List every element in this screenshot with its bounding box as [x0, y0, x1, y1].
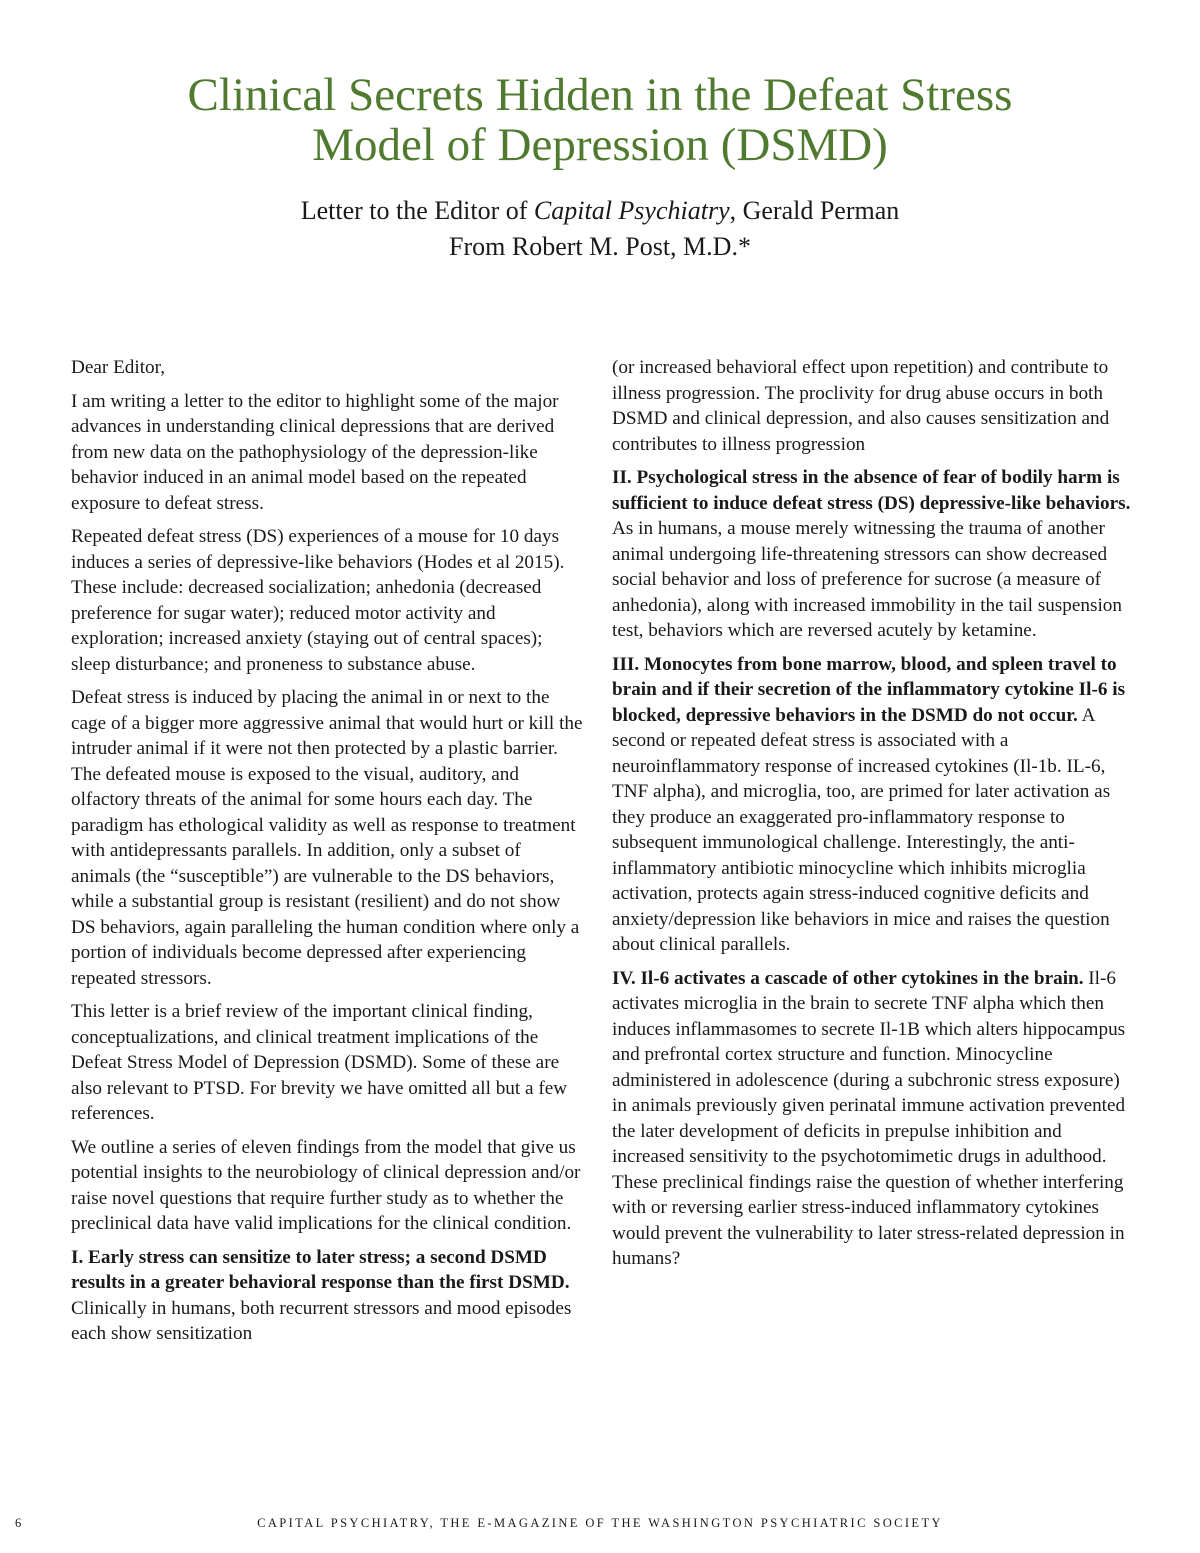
section-1-continued: (or increased behavioral effect upon repetition) and contribute to illness progression. The proclivity for drug abuse occurs in both DSMD and clinical depression, and also causes sensitization and contributes to illness progression: [612, 357, 1110, 455]
byline: From Robert M. Post, M.D.*: [449, 232, 751, 261]
paragraph-defeat-stress-behaviors: Repeated defeat stress (DS) experiences of a mouse for 10 days induces a series of depressive-like behaviors (Hodes et al 2015). These include: decreased socialization; anhedonia (decreased preference for sugar water); reduced motor activity and exploration; increased anxiety (staying out of central spaces); sleep disturbance; and proneness to substance abuse.: [71, 526, 565, 675]
section-1-text: Clinically in humans, both recurrent stressors and mood episodes each show sensitization: [71, 1297, 572, 1344]
journal-name: Capital Psychiatry: [533, 196, 730, 225]
section-4-heading: IV. Il-6 activates a cascade of other cytokines in the brain.: [612, 967, 1084, 989]
section-2-text: As in humans, a mouse merely witnessing the trauma of another animal undergoing life-threatening stressors can show decreased social behavior and loss of preference for sucrose (a measure of anhedonia), along with increased immobility in the tail suspension test, behaviors which are reversed acutely by ketamine.: [612, 518, 1122, 641]
subtitle-suffix: , Gerald Perman: [729, 196, 900, 225]
section-3: [612, 652, 1134, 958]
article-subtitle: [100, 193, 1100, 265]
salutation: Dear Editor,: [71, 357, 166, 378]
left-column: [71, 355, 583, 1355]
paragraph-defeat-stress-procedure: Defeat stress is induced by placing the animal in or next to the cage of a bigger more aggressive animal that would hurt or kill the intruder animal if it were not then protected by a plastic barrier. The defeated mouse is exposed to the visual, auditory, and olfactory threats of the animal for some hours each day. The paradigm has ethological validity as well as response to treatment with antidepressants parallels. In addition, only a subset of animals (the “susceptible”) are vulnerable to the DS behaviors, while a substantial group is resistant (resilient) and do not show DS behaviors, again paralleling the human condition where only a portion of individuals become depressed after experiencing repeated stressors.: [71, 687, 583, 989]
article-title: [60, 70, 1140, 170]
paragraph-letter-scope: This letter is a brief review of the important clinical finding, conceptualizations, and clinical treatment implications of the Defeat Stress Model of Depression (DSMD). Some of these are also relevant to PTSD. For brevity we have omitted all but a few references.: [71, 1001, 568, 1124]
section-2-heading: II. Psychological stress in the absence of fear of bodily harm is sufficient to induce defeat stress (DS) depressive-like behaviors.: [612, 467, 1131, 514]
subtitle-line: [100, 193, 1100, 229]
right-column: [612, 355, 1134, 1280]
section-1-heading: I. Early stress can sensitize to later stress; a second DSMD results in a greater behavioral response than the first DSMD.: [71, 1246, 570, 1293]
title-line-1: Clinical Secrets Hidden in the Defeat Stress: [187, 69, 1013, 121]
section-2: [612, 465, 1134, 644]
section-3-heading: III. Monocytes from bone marrow, blood, and spleen travel to brain and if their secretion of the inflammatory cytokine Il-6 is blocked, depressive behaviors in the DSMD do not occur.: [612, 653, 1126, 726]
page-number: 6: [15, 1516, 22, 1530]
page-footer: [0, 1516, 1200, 1536]
section-4-text: Il-6 activates microglia in the brain to secrete TNF alpha which then induces inflammasomes to secrete Il-1B which alters hippocampus and prefrontal cortex structure and function. Minocycline administered in adolescence (during a subchronic stress exposure) in animals previously given perinatal immune activation prevented the later development of deficits in prepulse inhibition and increased sensitivity to the psychotomimetic drugs in adulthood. These preclinical findings raise the question of whether interfering with or reversing earlier stress-induced inflammatory cytokines would prevent the vulnerability to later stress-related depression in humans?: [612, 967, 1126, 1269]
section-4: [612, 966, 1134, 1272]
section-3-text: A second or repeated defeat stress is associated with a neuroinflammatory response of increased cytokines (Il-1b. IL-6, TNF alpha), and microglia, too, are primed for later activation as they produce an exaggerated pro-inflammatory response to subsequent immunological challenge. Interestingly, the anti-inflammatory antibiotic minocycline which inhibits microglia activation, protects again stress-induced cognitive deficits and anxiety/depression like behaviors in mice and raises the question about clinical parallels.: [612, 704, 1111, 955]
footer-text: CAPITAL PSYCHIATRY, THE E-MAGAZINE OF THE WASHINGTON PSYCHIATRIC SOCIETY: [257, 1516, 943, 1530]
subtitle-prefix: Letter to the Editor of: [300, 196, 534, 225]
paragraph-findings-outline: We outline a series of eleven findings from the model that give us potential insights to the neurobiology of clinical depression and/or raise novel questions that require further study as to whether the preclinical data have valid implications for the clinical condition.: [71, 1136, 581, 1234]
title-line-2: Model of Depression (DSMD): [312, 119, 888, 171]
section-1: [71, 1245, 583, 1347]
paragraph-intro: I am writing a letter to the editor to highlight some of the major advances in understanding clinical depressions that are derived from new data on the pathophysiology of the depression-like behavior induced in an animal model based on the repeated exposure to defeat stress.: [71, 390, 559, 514]
